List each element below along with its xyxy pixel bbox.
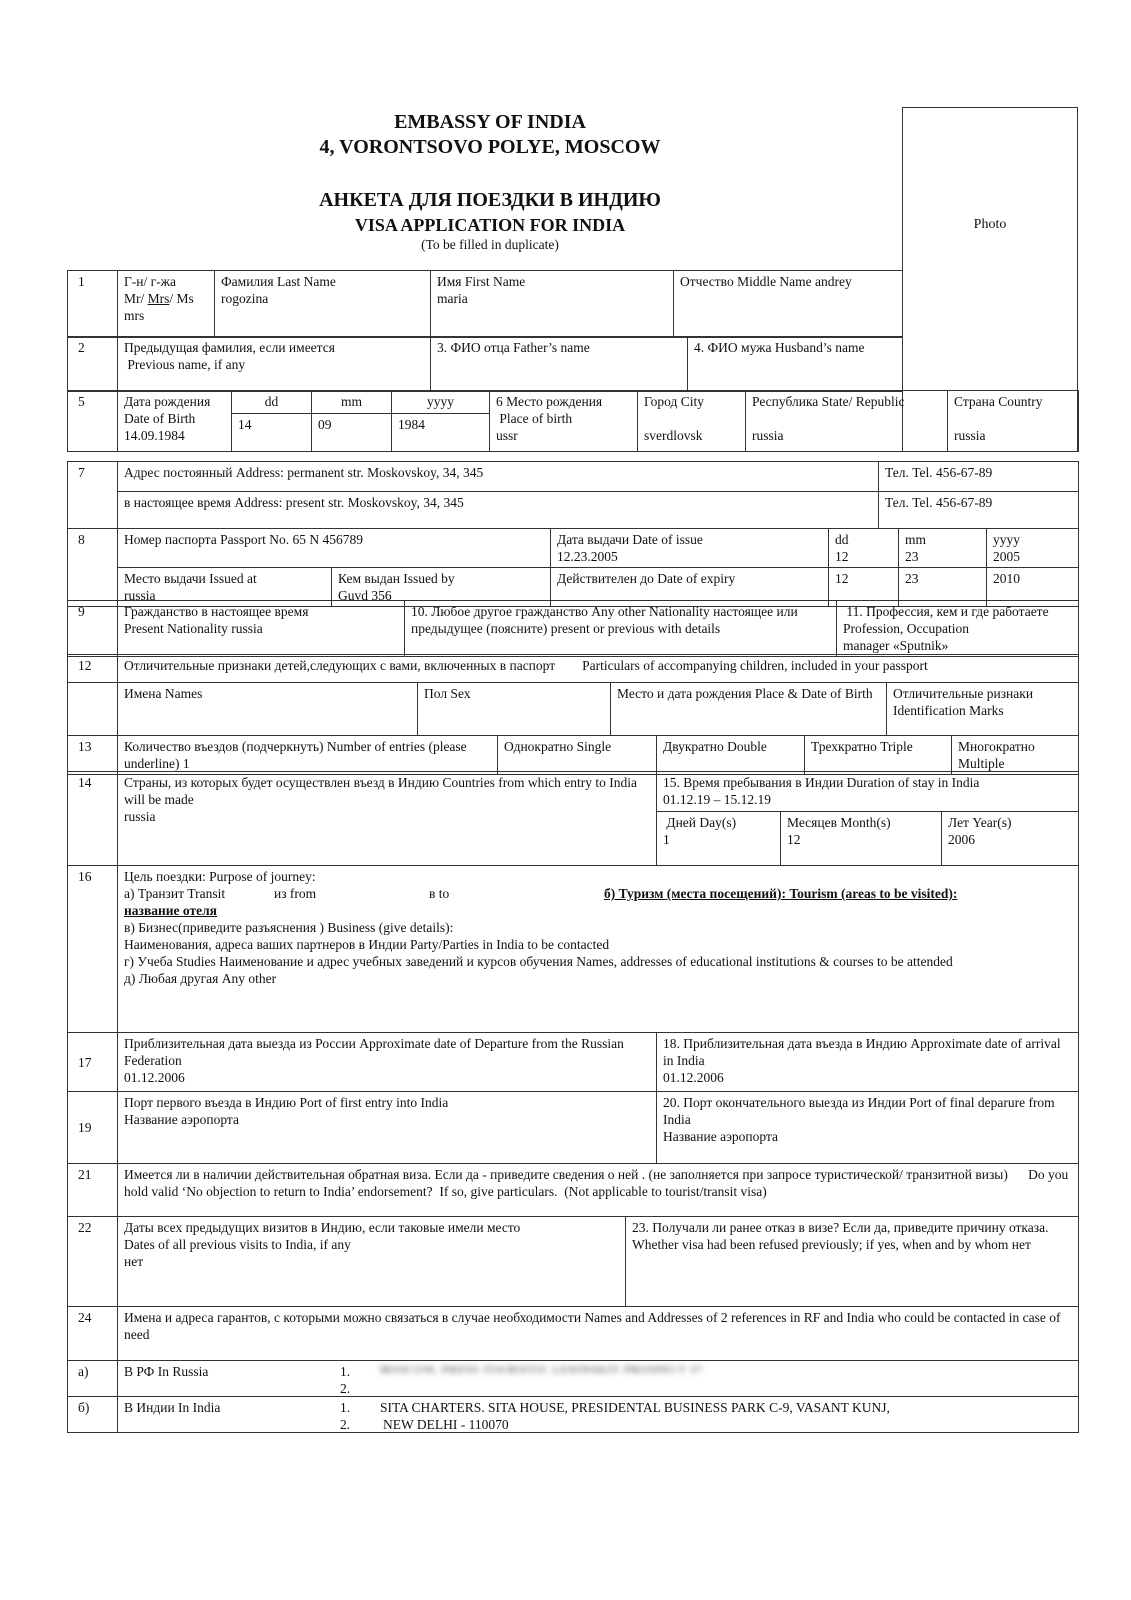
permanent-tel[interactable]: Тел. Tel. 456-67-89 xyxy=(879,462,1079,492)
previous-visits-label-ru: Даты всех предыдущих визитов в Индию, если таковые имели место xyxy=(124,1220,521,1235)
title-field[interactable] xyxy=(118,271,215,338)
transit-option[interactable]: а) Транзит Transit xyxy=(124,886,226,901)
last-name-value: rogozina xyxy=(221,291,269,306)
row-9 xyxy=(67,600,1079,657)
row-1 xyxy=(67,270,903,338)
permanent-address[interactable]: Адрес постоянный Address: permanent str. Moskovskoy, 34, 345 xyxy=(118,462,879,492)
embassy-address: 4, VORONTSOVO POLYE, MOSCOW xyxy=(319,136,661,158)
father-name-label: 3. ФИО отца Father’s name xyxy=(437,340,590,355)
duration-field[interactable] xyxy=(657,772,1079,812)
row-number: 1 xyxy=(68,271,118,338)
photo-label: Photo xyxy=(973,217,1007,232)
row-number: 16 xyxy=(68,866,118,1033)
years-field[interactable]: Лет Year(s) 2006 xyxy=(942,812,1079,866)
duration-label: 15. Время пребывания в Индии Duration of stay in India xyxy=(663,775,980,790)
children-marks[interactable]: Отличительные ризнаки Identification Marks xyxy=(887,683,1079,736)
issue-yyyy[interactable]: yyyy 2005 xyxy=(987,529,1079,568)
children-title: Отличительные признаки детей,следующих с вами, включенных в паспорт Particulars of accompanying children, included in your passport xyxy=(118,655,1079,683)
city-value: sverdlovsk xyxy=(644,428,703,443)
city-field[interactable] xyxy=(638,391,746,452)
final-departure-port-field[interactable] xyxy=(657,1092,1079,1164)
issued-at-label: Место выдачи Issued at xyxy=(124,571,257,586)
row-number: 17 xyxy=(68,1033,118,1092)
visa-refused-field[interactable]: 23. Получали ли ранее отказ в визе? Если да, приведите причину отказа. Whether visa had been refused previously; if yes, when and by whom нет xyxy=(626,1217,1079,1307)
pob-label-en: Place of birth xyxy=(496,411,573,426)
row-number: 9 xyxy=(68,601,118,657)
date-of-issue-field[interactable] xyxy=(551,529,829,568)
purpose-line-a xyxy=(124,885,1072,902)
row-24 xyxy=(67,1306,1079,1361)
row-number: 5 xyxy=(68,391,118,452)
entry-countries-field[interactable] xyxy=(118,772,657,866)
middle-name-field[interactable] xyxy=(674,271,903,338)
present-address[interactable]: в настоящее время Address: present str. Moskovskoy, 34, 345 xyxy=(118,492,879,529)
row-number: 8 xyxy=(68,529,118,607)
final-departure-label: 20. Порт окончательного выезда из Индии Port of final deparure from India xyxy=(663,1095,1055,1127)
issued-by-value: Guvd 356 xyxy=(338,588,392,603)
pob-value: ussr xyxy=(496,428,518,443)
row-number: 2 xyxy=(68,337,118,392)
days-field[interactable]: Дней Day(s) 1 xyxy=(657,812,781,866)
title-options: Mr/ Mrs/ Ms xyxy=(124,291,194,306)
dob-label-ru: Дата рождения xyxy=(124,394,211,409)
row-8 xyxy=(67,528,1079,607)
form-title-en: VISA APPLICATION FOR INDIA xyxy=(354,215,626,235)
row-number: 19 xyxy=(68,1092,118,1164)
ref-number-1: 1. xyxy=(340,1400,351,1415)
embassy-name: EMBASSY OF INDIA xyxy=(394,111,586,133)
children-sex[interactable]: Пол Sex xyxy=(418,683,611,736)
row-21 xyxy=(67,1163,1079,1217)
dob-value: 14.09.1984 xyxy=(124,428,185,443)
expiry-yyyy[interactable]: 2010 xyxy=(987,568,1079,607)
country-field[interactable] xyxy=(948,391,1079,452)
arrival-label: 18. Приблизительная дата въезда в Индию Approximate date of arrival in India xyxy=(663,1036,1061,1068)
row-number: 24 xyxy=(68,1307,118,1361)
state-field[interactable] xyxy=(746,391,948,452)
previous-visits-value: нет xyxy=(124,1254,144,1269)
present-tel[interactable]: Тел. Tel. 456-67-89 xyxy=(879,492,1079,529)
row-14 xyxy=(67,771,1079,866)
previous-visits-field[interactable] xyxy=(118,1217,626,1307)
nationality-label: Гражданство в настоящее время xyxy=(124,604,309,619)
issue-dd[interactable]: dd 12 xyxy=(829,529,899,568)
row-number: 7 xyxy=(68,462,118,529)
last-name-field[interactable] xyxy=(215,271,431,338)
profession-value: manager «Sputnik» xyxy=(843,638,949,653)
first-entry-port-field[interactable] xyxy=(118,1092,657,1164)
arrival-value: 01.12.2006 xyxy=(663,1070,724,1085)
expiry-label: Действителен до Date of expiry xyxy=(551,568,829,607)
ref-number-2: 2. xyxy=(340,1417,351,1432)
first-name-label: Имя First Name xyxy=(437,274,526,289)
tourism-option[interactable]: б) Туризм (места посещений): Tourism (areas to be visited): xyxy=(604,886,958,901)
first-name-field[interactable] xyxy=(431,271,674,338)
reference-russia-label: В РФ In Russia xyxy=(124,1364,209,1379)
other-option[interactable]: д) Любая другая Any other xyxy=(124,971,277,986)
yyyy-label: yyyy xyxy=(392,391,490,414)
business-option[interactable]: в) Бизнес(приведите разъяснения ) Business (give details): xyxy=(124,920,454,935)
previous-visits-label-en: Dates of all previous visits to India, if any xyxy=(124,1237,351,1252)
country-label: Страна Country xyxy=(954,394,1043,409)
duplicate-note: (To be filled in duplicate) xyxy=(421,237,559,252)
issue-value: 12.23.2005 xyxy=(557,549,618,564)
reference-russia-field[interactable] xyxy=(118,1361,1079,1397)
entry-countries-label: Страны, из которых будет осуществлен въезд в Индию Countries from which entry to India will be made xyxy=(124,775,638,807)
previous-name-field[interactable] xyxy=(118,337,431,392)
reference-india-address-2: NEW DELHI - 110070 xyxy=(383,1417,509,1432)
dd-label: dd xyxy=(232,391,312,414)
children-names[interactable]: Имена Names xyxy=(118,683,418,736)
row-number: 21 xyxy=(68,1164,118,1217)
entries-double[interactable]: Двукратно Double xyxy=(657,736,805,775)
issue-mm[interactable]: mm 23 xyxy=(899,529,987,568)
transit-to: в to xyxy=(429,886,450,901)
row-number: 12 xyxy=(68,655,118,683)
row-2 xyxy=(67,336,903,392)
nationality-value: Present Nationality russia xyxy=(124,621,263,636)
entries-multiple[interactable]: Многократно Multiple xyxy=(952,736,1079,775)
row-5 xyxy=(67,390,1079,452)
last-name-label: Фамилия Last Name xyxy=(221,274,336,289)
dd-value[interactable]: 14 xyxy=(232,414,312,452)
departure-label: Приблизительная дата выезда из России Approximate date of Departure from the Russian Federation xyxy=(124,1036,624,1068)
row-7 xyxy=(67,461,1079,529)
row-number: а) xyxy=(68,1361,118,1397)
hotel-name-label: название отеля xyxy=(124,903,217,918)
row-17 xyxy=(67,1032,1079,1092)
profession-label: 11. Профессия, кем и где работаете Profession, Occupation xyxy=(843,604,1052,636)
expiry-mm[interactable]: 23 xyxy=(899,568,987,607)
ref-number-1: 1. xyxy=(340,1364,351,1379)
pob-label-ru: 6 Место рождения xyxy=(496,394,603,409)
title-label: Г-н/ г-жа xyxy=(124,274,177,289)
return-endorsement-field[interactable]: Имеется ли в наличии действительная обратная виза. Если да - приведите сведения о ней . (не заполняется при запросе туристической/ транзитной визы) Do you hold valid ‘No objection to return to India’ endorsement? If so, give particulars. (Not applicable to tourist/transit visa) xyxy=(118,1164,1079,1217)
husband-name-label: 4. ФИО мужа Husband’s name xyxy=(694,340,865,355)
row-number: 14 xyxy=(68,772,118,866)
first-entry-label: Порт первого въезда в Индию Port of first entry into India xyxy=(124,1095,449,1110)
reference-russia-address-blurred: MOSCOW, PRESS TOURISTIC LENINSKIY PROSPECT 37 xyxy=(380,1364,703,1376)
state-label: Республика State/ Republic xyxy=(752,394,905,409)
country-value: russia xyxy=(954,428,986,443)
references-label: Имена и адреса гарантов, с которыми можно связаться в случае необходимости Names and Addresses of 2 references in RF and India who could be contacted in case of need xyxy=(118,1307,1079,1361)
reference-india-field[interactable] xyxy=(118,1397,1079,1433)
dob-field[interactable] xyxy=(118,391,232,452)
departure-value: 01.12.2006 xyxy=(124,1070,185,1085)
husband-name-field[interactable] xyxy=(688,337,903,392)
profession-field[interactable] xyxy=(837,601,1079,657)
row-19 xyxy=(67,1091,1079,1164)
row-22 xyxy=(67,1216,1079,1307)
form-title-ru: АНКЕТА ДЛЯ ПОЕЗДКИ В ИНДИЮ xyxy=(319,189,661,211)
middle-name-label: Отчество Middle Name andrey xyxy=(680,274,852,289)
previous-name-label-ru: Предыдущая фамилия, если имеется xyxy=(124,340,335,355)
father-name-field[interactable] xyxy=(431,337,688,392)
transit-from: из from xyxy=(274,886,317,901)
entry-countries-value: russia xyxy=(124,809,156,824)
purpose-field[interactable] xyxy=(118,866,1079,1033)
mm-label: mm xyxy=(312,391,392,414)
issued-by-label: Кем выдан Issued by xyxy=(338,571,455,586)
business-partners: Наименования, адреса ваших партнеров в Индии Party/Parties in India to be contacted xyxy=(124,937,610,952)
entries-single[interactable]: Однократно Single xyxy=(498,736,657,775)
expiry-dd[interactable]: 12 xyxy=(829,568,899,607)
nationality-field[interactable] xyxy=(118,601,405,657)
title-value: mrs xyxy=(124,308,145,323)
first-name-value: maria xyxy=(437,291,468,306)
purpose-label: Цель поездки: Purpose of journey: xyxy=(124,869,316,884)
departure-date-field[interactable] xyxy=(118,1033,657,1092)
state-value: russia xyxy=(752,428,784,443)
yyyy-value[interactable]: 1984 xyxy=(392,414,490,452)
city-label: Город City xyxy=(644,394,704,409)
reference-india-label: В Индии In India xyxy=(124,1400,221,1415)
dob-label-en: Date of Birth xyxy=(124,411,196,426)
row-number: 22 xyxy=(68,1217,118,1307)
row-b xyxy=(67,1396,1079,1433)
row-13 xyxy=(67,735,1079,775)
reference-india-address-1: SITA CHARTERS. SITA HOUSE, PRESIDENTAL BUSINESS PARK C-9, VASANT KUNJ, xyxy=(380,1400,890,1415)
ref-number-2: 2. xyxy=(340,1381,351,1396)
row-number: б) xyxy=(68,1397,118,1433)
row-a xyxy=(67,1360,1079,1397)
children-place-date[interactable]: Место и дата рождения Place & Date of Birth xyxy=(611,683,887,736)
issued-at-value: russia xyxy=(124,588,156,603)
row-number: 13 xyxy=(68,736,118,775)
issue-label: Дата выдачи Date of issue xyxy=(557,532,703,547)
entries-triple[interactable]: Трехкратно Triple xyxy=(805,736,952,775)
arrival-date-field[interactable] xyxy=(657,1033,1079,1092)
studies-option[interactable]: г) Учеба Studies Наименование и адрес учебных заведений и курсов обучения Names, addresses of educational institutions & courses to be attended xyxy=(124,954,953,969)
place-of-birth-field[interactable] xyxy=(490,391,638,452)
final-departure-sub: Название аэропорта xyxy=(663,1129,778,1144)
first-entry-sub: Название аэропорта xyxy=(124,1112,239,1127)
previous-name-label-en: Previous name, if any xyxy=(124,357,246,372)
row-16 xyxy=(67,865,1079,1033)
duration-value: 01.12.19 – 15.12.19 xyxy=(663,792,771,807)
other-nationality-field[interactable]: 10. Любое другое гражданство Any other Nationality настоящее или предыдущее (поясните) present or previous with details xyxy=(405,601,837,657)
mm-value[interactable]: 09 xyxy=(312,414,392,452)
passport-number[interactable]: Номер паспорта Passport No. 65 N 456789 xyxy=(118,529,551,568)
row-12 xyxy=(67,654,1079,736)
months-field[interactable]: Месяцев Month(s) 12 xyxy=(781,812,942,866)
entries-label: Количество въездов (подчеркнуть) Number of entries (please underline) 1 xyxy=(118,736,498,775)
